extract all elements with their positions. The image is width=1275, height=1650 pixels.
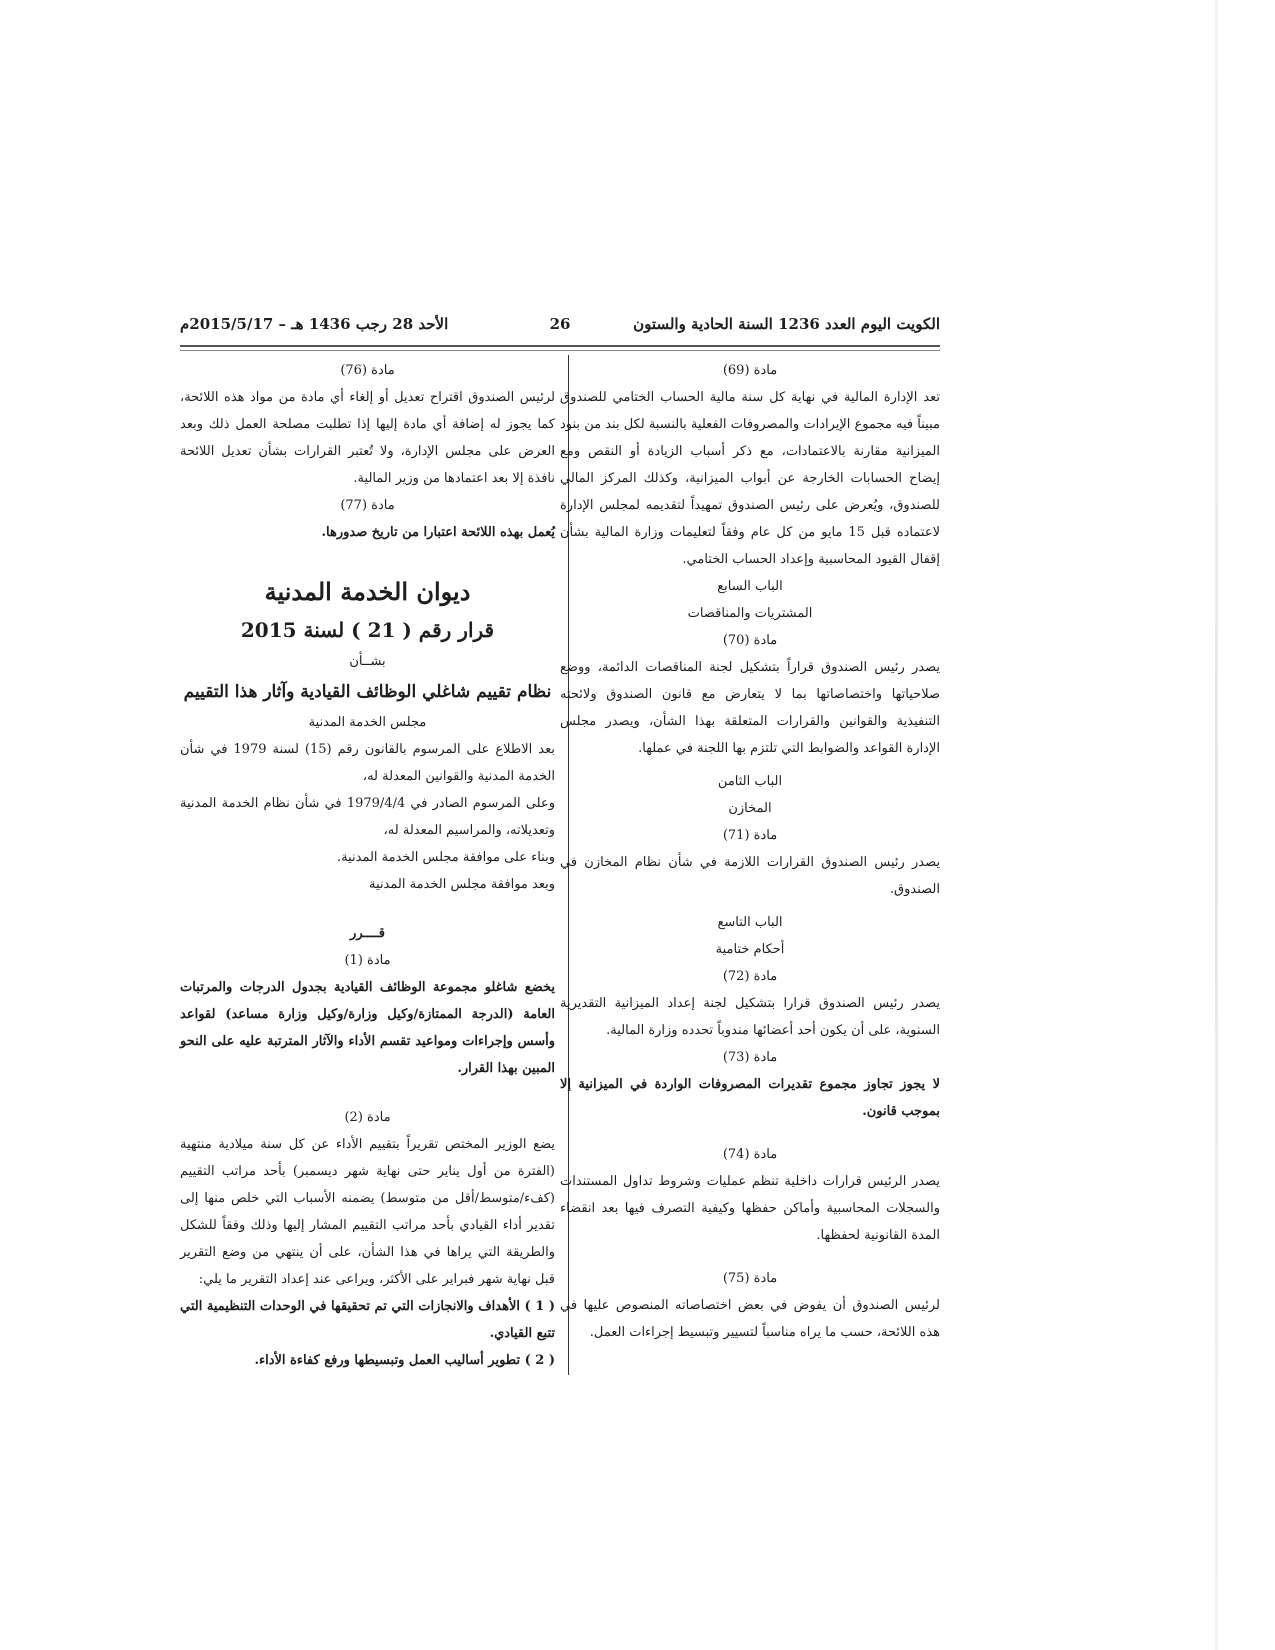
article-72-title: مادة (72)	[722, 969, 778, 984]
article-2-item-2: ( 2 ) تطوير أساليب العمل وتبسيطها ورفع كفاءة الأداء.	[254, 1353, 555, 1368]
article-71-title: مادة (71)	[722, 828, 778, 843]
council-name: مجلس الخدمة المدنية	[308, 715, 427, 730]
article-73-text: لا يجوز تجاوز مجموع تقديرات المصروفات الواردة في الميزانية إلا بموجب قانون.	[560, 1077, 940, 1119]
article-2-text: يضع الوزير المختص تقريراً بتقييم الأداء عن كل سنة ميلادية منتهية (الفترة من أول يناير حتى نهاية شهر ديسمبر) بأحد مراتب التقييم (كفء/متوسط/أقل من متوسط) يضمنه الأسباب التي خلص منها إلى تقدير أداء القيادي بأحد مراتب التقييم المشار إليها وذلك وفقاً للشكل والطريقة التي يراها في هذا الشأن، على أن ينتهي من وضع التقرير قبل نهاية شهر فبراير على الأكثر، ويراعى عند إعداد التقرير ما يلي:	[180, 1137, 555, 1287]
article-75-text: لرئيس الصندوق أن يفوض في بعض اختصاصاته المنصوص عليها في هذه اللائحة، حسب ما يراه مناسباً لتسيير وتبسيط إجراءات العمل.	[560, 1298, 940, 1340]
chapter-8-title: المخازن	[728, 801, 772, 816]
chapter-9-heading: الباب التاسع	[717, 915, 783, 930]
chapter-7-title: المشتريات والمناقصات	[687, 606, 813, 621]
header-rule	[180, 345, 940, 351]
article-1-title: مادة (1)	[344, 953, 391, 968]
authority-title: ديوان الخدمة المدنية	[264, 577, 471, 606]
article-77-title: مادة (77)	[340, 498, 395, 513]
article-1-text: يخضع شاغلو مجموعة الوظائف القيادية بجدول الدرجات والمرتبات العامة (الدرجة الممتازة/وكيل وزارة/وكيل وزارة مساعد) لقواعد وأسس وإجراءات ومواعيد تقسم الأداء والآثار المترتبة عليه على النحو المبين بهذا القرار.	[180, 980, 555, 1076]
article-70-text: يصدر رئيس الصندوق قراراً بتشكيل لجنة المناقصات الدائمة، ووضع صلاحياتها واختصاصاتها بما لا يتعارض مع قانون الصندوق ولائحته التنفيذية والقوانين والقرارات المتعلقة بهذا الشأن، ويصدر مجلس الإدارة القواعد والضوابط التي تلتزم بها اللجنة في عملها.	[560, 660, 940, 756]
preamble-1: بعد الاطلاع على المرسوم بالقانون رقم (15) لسنة 1979 في شأن الخدمة المدنية والقوانين المعدلة له،	[180, 742, 555, 784]
article-72-text: يصدر رئيس الصندوق قرارا بتشكيل لجنة إعداد الميزانية التقديرية السنوية، على أن يكون أحد أعضائها مندوباً تحدده وزارة المالية.	[560, 996, 940, 1038]
chapter-8-heading: الباب الثامن	[717, 774, 783, 789]
header-date: الأحد 28 رجب 1436 هـ – 2015/5/17م	[180, 315, 449, 333]
article-73-title: مادة (73)	[722, 1050, 778, 1065]
preamble-3: وبناء على موافقة مجلس الخدمة المدنية.	[336, 850, 555, 865]
article-74-text: يصدر الرئيس قرارات داخلية تنظم عمليات وشروط تداول المستندات والسجلات المحاسبية وأماكن حفظها وكيفية التصرف فيها بعد انقضاء المدة القانونية لحفظها.	[560, 1174, 940, 1243]
header-issue: الكويت اليوم العدد 1236 السنة الحادية والستون	[633, 315, 940, 333]
article-2-title: مادة (2)	[344, 1110, 391, 1125]
preamble-2: وعلى المرسوم الصادر في 1979/4/4 في شأن نظام الخدمة المدنية وتعديلاته، والمراسيم المعدلة له،	[180, 796, 555, 838]
chapter-7-heading: الباب السابع	[717, 579, 783, 594]
decree-title: قرار رقم ( 21 ) لسنة 2015	[240, 618, 495, 642]
article-2-item-1: ( 1 ) الأهداف والانجازات التي تم تحقيقها في الوحدات التنظيمية التي تتبع القيادي.	[180, 1299, 555, 1341]
left-column	[180, 357, 555, 1374]
page-number: 26	[549, 315, 571, 333]
gazette-page	[180, 305, 940, 1445]
article-77-text: يُعمل بهذه اللائحة اعتبارا من تاريخ صدورها.	[321, 525, 555, 540]
regarding-label: بشــأن	[349, 654, 386, 669]
article-69-title: مادة (69)	[722, 363, 778, 378]
article-69-text: تعد الإدارة المالية في نهاية كل سنة مالية الحساب الختامي للصندوق مبيناً فيه مجموع الإيرادات والمصروفات الفعلية بالنسبة لكل بند من بنود الميزانية مقارنة بالاعتمادات، مع ذكر أسباب الزيادة أو النقص ومع إيضاح الحسابات الخارجة عن أبواب الميزانية، وكذلك المركز المالي للصندوق، ويُعرض على رئيس الصندوق تمهيداً لتقديمه لمجلس الإدارة لاعتماده قبل 15 مايو من كل عام وفقاً لتعليمات وزارة المالية بشأن إقفال القيود المحاسبية وإعداد الحساب الختامي.	[560, 390, 940, 567]
article-71-text: يصدر رئيس الصندوق القرارات اللازمة في شأن نظام المخازن في الصندوق.	[560, 855, 940, 897]
decree-subject: نظام تقييم شاغلي الوظائف القيادية وآثار هذا التقييم	[183, 682, 552, 702]
preamble-4: وبعد موافقة مجلس الخدمة المدنية	[369, 877, 555, 892]
scan-edge	[1215, 0, 1218, 1650]
article-76-text: لرئيس الصندوق اقتراح تعديل أو إلغاء أي مادة من مواد هذه اللائحة، كما يجوز له إضافة أي مادة إليها إذا تطلبت مصلحة العمل ذلك وبعد العرض على مجلس الإدارة، ولا تُعتبر القرارات بشأن تعديل اللائحة نافذة إلا بعد اعتمادها من وزير المالية.	[180, 390, 555, 486]
right-column	[560, 357, 940, 1346]
decided-label: قــــرر	[350, 926, 385, 941]
article-70-title: مادة (70)	[722, 633, 778, 648]
chapter-9-title: أحكام ختامية	[715, 942, 785, 957]
article-74-title: مادة (74)	[722, 1147, 778, 1162]
article-75-title: مادة (75)	[722, 1271, 778, 1286]
article-76-title: مادة (76)	[340, 363, 395, 378]
page-header	[180, 305, 940, 345]
